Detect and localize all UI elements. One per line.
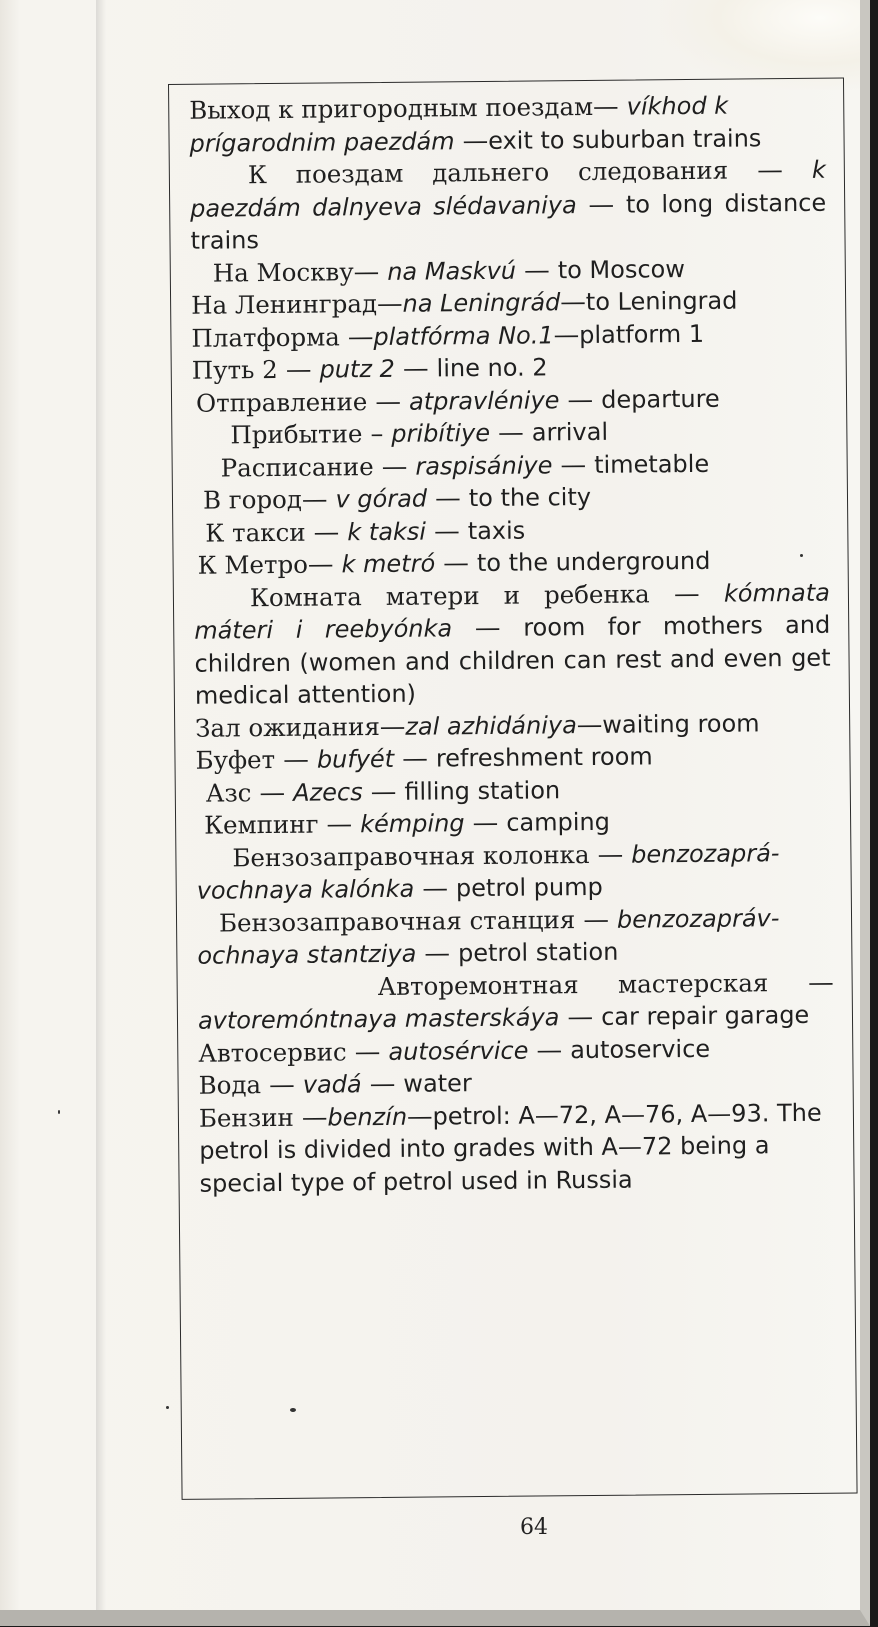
- english-text: petrol: A—72, A—76, A—93. The petrol is divided into grades with A—72 being a special type of petrol used in Russia: [199, 1098, 822, 1198]
- dash: —: [376, 288, 403, 320]
- transliteration: kómnata máteri: [194, 578, 831, 645]
- dash: —: [462, 125, 489, 156]
- phrase-entry: [196, 836, 833, 907]
- transliteration: na Leningrád: [402, 288, 561, 318]
- phrase-entry: [195, 706, 831, 745]
- dash: —: [560, 449, 587, 480]
- dash: —: [301, 1102, 328, 1133]
- english-text: to long distance trains: [190, 188, 827, 255]
- dash: —: [259, 777, 286, 808]
- phrase-entry: [198, 966, 835, 1037]
- transliteration: benzín: [327, 1102, 408, 1132]
- russian-text: Буфет: [195, 745, 276, 775]
- english-text: to the underground: [476, 546, 711, 578]
- transliteration: kémping: [360, 809, 465, 839]
- phrase-entry: [194, 576, 831, 712]
- english-text: arrival: [531, 417, 609, 447]
- dash: —: [576, 709, 603, 740]
- transliteration: atpravléniye: [408, 385, 560, 416]
- dash: —: [524, 254, 550, 286]
- transliteration: pribítiye: [391, 418, 491, 448]
- russian-text: Расписание: [220, 451, 374, 483]
- transliteration: k metró: [341, 549, 436, 579]
- english-text: petrol station: [457, 937, 619, 968]
- transliteration: putz 2: [319, 354, 396, 384]
- english-text: filling station: [404, 775, 561, 806]
- torn-corner: [660, 0, 860, 90]
- transliteration: benzozapráv-ochnaya stantziya: [197, 903, 780, 970]
- dash: —: [424, 938, 451, 969]
- transliteration: Azecs: [293, 777, 363, 807]
- english-text: room for mothers and children (women and children can rest and even get medical attention): [194, 610, 831, 710]
- russian-text: Отправление: [195, 386, 368, 418]
- dash: —: [375, 386, 402, 417]
- dash: —: [567, 1001, 594, 1033]
- russian-text: Платформа: [191, 321, 340, 353]
- dash: —: [369, 1068, 396, 1100]
- phrase-entry: [197, 901, 834, 972]
- russian-text: К поездам дальнего следования: [247, 155, 729, 190]
- dash: —: [370, 776, 397, 807]
- english-text: refreshment room: [435, 742, 653, 773]
- russian-text: Прибытие: [230, 419, 363, 450]
- russian-text: Кемпинг: [203, 809, 319, 840]
- ink-speck: [290, 1408, 296, 1412]
- dash: —: [307, 549, 334, 580]
- dash: —: [536, 1034, 563, 1066]
- english-text: timetable: [593, 449, 710, 479]
- dash: —: [326, 809, 353, 840]
- dash: —: [443, 548, 469, 579]
- dash: —: [435, 483, 461, 514]
- dash: —: [353, 256, 380, 287]
- dash: –: [370, 418, 384, 450]
- phrase-entry: [190, 154, 827, 258]
- transliteration: víkhod k prígarodnim paezdám: [189, 91, 729, 158]
- english-text: water: [403, 1069, 472, 1098]
- dash: —: [313, 516, 340, 548]
- transliteration: na Maskvú: [387, 256, 517, 286]
- dash: —: [560, 286, 586, 318]
- transliteration: zal azhidániya: [405, 710, 577, 741]
- ink-speck: [58, 1110, 60, 1114]
- transliteration: bufyét: [316, 744, 395, 774]
- phrase-box: [168, 78, 858, 1500]
- dash: —: [472, 807, 499, 839]
- dash: —: [379, 711, 406, 742]
- russian-text: Вода: [198, 1070, 262, 1100]
- english-text: petrol pump: [455, 872, 603, 903]
- dash: —: [402, 743, 428, 774]
- dash: —: [583, 904, 610, 935]
- transliteration: platfórma No.1: [373, 320, 554, 351]
- dash: —: [354, 1036, 381, 1067]
- dash: —: [808, 967, 834, 998]
- english-text: to Leningrad: [585, 286, 738, 316]
- dash: —: [673, 578, 700, 609]
- dash: —: [498, 417, 524, 448]
- transliteration: autosérvice: [388, 1036, 529, 1066]
- russian-text: Авторемонтная мастерская: [377, 967, 769, 1001]
- transliteration: k taksi: [347, 517, 427, 546]
- english-text: line no. 2: [436, 353, 548, 383]
- russian-text: В город: [202, 484, 303, 515]
- phrase-entry: [189, 89, 826, 160]
- transliteration: v górad: [335, 484, 428, 514]
- english-text: car repair garage: [600, 1000, 810, 1031]
- russian-text: На Москву: [212, 256, 354, 288]
- russian-text: Выход к пригородным поездам: [189, 91, 594, 125]
- dash: —: [592, 91, 619, 122]
- dash: —: [433, 515, 460, 546]
- russian-text: Комната матери и ребенка: [249, 578, 650, 612]
- dash: —: [597, 839, 624, 870]
- transliteration: avtoremóntnaya masterskáya: [197, 1003, 560, 1035]
- dash: —: [301, 484, 328, 515]
- english-text: camping: [506, 807, 611, 837]
- russian-text: Зал ожидания: [195, 711, 380, 743]
- english-text: platform 1: [579, 319, 705, 349]
- phrase-entry: [199, 1096, 836, 1200]
- dash: —: [283, 744, 309, 775]
- dash: —: [553, 319, 580, 350]
- dash: —: [757, 155, 783, 186]
- english-text: autoservice: [569, 1034, 711, 1064]
- phrase-list: [189, 89, 836, 1200]
- transliteration: raspisániye: [415, 450, 553, 481]
- dash: —: [285, 354, 312, 385]
- page-number: 64: [520, 1515, 548, 1540]
- dash: —: [381, 451, 408, 482]
- transliteration: i reebyónka: [295, 614, 453, 644]
- russian-text: К Метро: [197, 549, 309, 580]
- english-text: to Moscow: [557, 254, 686, 284]
- russian-text: Азс: [205, 777, 252, 808]
- phrase-entry: [191, 284, 827, 323]
- dash: —: [588, 189, 615, 220]
- dash: —: [474, 612, 501, 644]
- dash: —: [402, 353, 429, 384]
- russian-text: Путь 2: [191, 354, 278, 385]
- russian-text: На Ленинград: [190, 289, 378, 320]
- dash: —: [347, 321, 374, 352]
- russian-text: К такси: [205, 517, 306, 548]
- transliteration: vadá: [302, 1070, 362, 1099]
- english-text: departure: [601, 384, 720, 414]
- ink-speck: [800, 554, 803, 557]
- english-text: exit to suburban trains: [488, 123, 762, 155]
- transliteration: benzozaprá-vochnaya kalónka: [196, 838, 780, 905]
- russian-text: Бензин: [198, 1102, 294, 1133]
- dash: —: [567, 384, 594, 415]
- ink-speck: [166, 1406, 169, 1409]
- dash: —: [422, 873, 449, 904]
- dash: —: [269, 1069, 295, 1101]
- dash: —: [406, 1101, 433, 1132]
- english-text: waiting room: [602, 708, 760, 739]
- english-text: to the city: [468, 482, 592, 513]
- russian-text: Бензозаправочная колонка: [232, 839, 590, 872]
- transliteration: k paezdám dalnyeva slédavaniya: [190, 155, 826, 223]
- english-text: taxis: [467, 516, 526, 545]
- russian-text: Бензозаправочная станция: [218, 904, 576, 938]
- russian-text: Автосервис: [198, 1036, 347, 1068]
